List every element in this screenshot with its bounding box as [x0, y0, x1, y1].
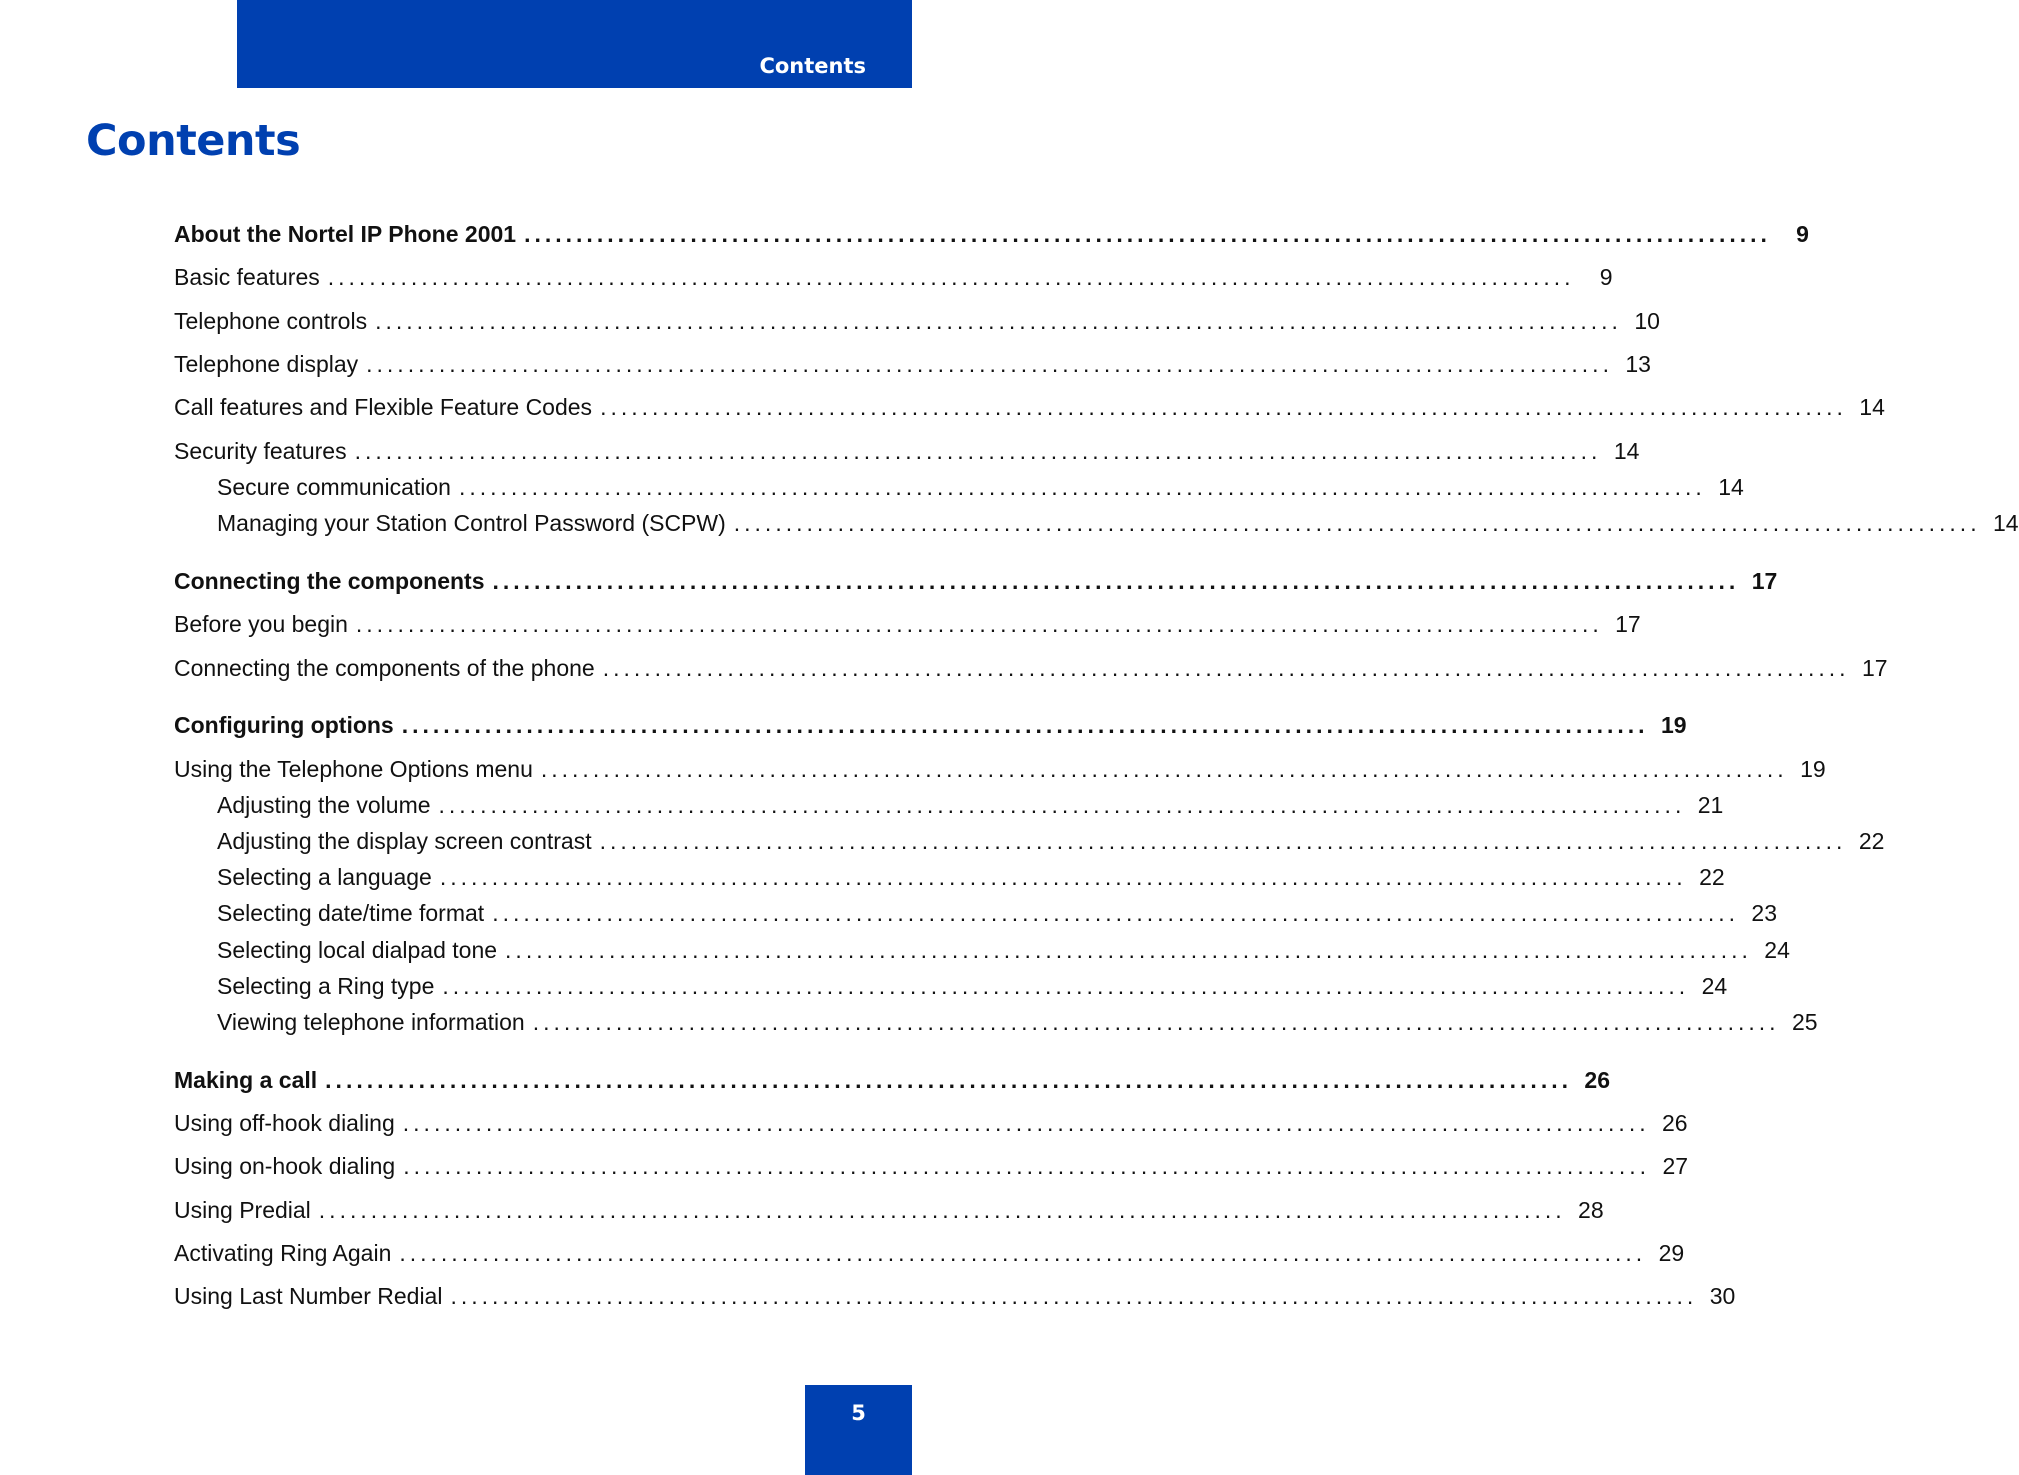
toc-entry[interactable]	[174, 1281, 1736, 1311]
page-number-box	[805, 1385, 912, 1475]
toc-entry[interactable]	[217, 935, 1790, 965]
toc-dot-leader: ........................................................................................................................	[402, 1110, 1650, 1136]
toc-entry-title: Adjusting the display screen contrast	[217, 828, 592, 854]
toc-entry-title: Selecting a language	[217, 864, 432, 890]
toc-entry[interactable]	[217, 508, 2019, 538]
toc-entry-page: 23	[1751, 900, 1778, 926]
toc-dot-leader: ........................................................................................................................	[532, 1009, 1780, 1035]
toc-dot-leader: ........................................................................................................................	[399, 1240, 1647, 1266]
toc-entry-page: 17	[1751, 568, 1778, 594]
toc-dot-leader: ........................................................................................................................	[524, 221, 1771, 247]
toc-dot-leader: ........................................................................................................................	[450, 1283, 1698, 1309]
toc-entry-page: 27	[1662, 1153, 1689, 1179]
toc-entry-page: 22	[1699, 864, 1725, 890]
toc-entry-title: Selecting a Ring type	[217, 973, 435, 999]
toc-entry-page: 29	[1658, 1240, 1685, 1266]
toc-entry[interactable]	[174, 609, 1641, 639]
toc-dot-leader: ........................................................................................................................	[438, 792, 1686, 818]
toc-entry-page: 14	[1859, 394, 1885, 420]
toc-entry-page: 9	[1599, 264, 1613, 290]
toc-entry-page: 17	[1615, 611, 1641, 637]
toc-dot-leader: ........................................................................................................................	[375, 308, 1622, 334]
toc-entry[interactable]	[174, 1238, 1685, 1268]
toc-entry[interactable]	[174, 710, 1687, 740]
page-number: 5	[851, 1401, 866, 1425]
toc-entry[interactable]	[174, 566, 1778, 596]
toc-dot-leader: ........................................................................................................................	[442, 973, 1690, 999]
toc-dot-leader: ........................................................................................................................	[602, 655, 1850, 681]
toc-entry-page: 19	[1800, 756, 1826, 782]
toc-dot-leader: ........................................................................................................................	[492, 568, 1740, 594]
toc-dot-leader: ........................................................................................................................	[439, 864, 1687, 890]
toc-entry-title: Viewing telephone information	[217, 1009, 525, 1035]
toc-entry-page: 14	[1613, 438, 1640, 464]
toc-entry-title: Adjusting the volume	[217, 792, 431, 818]
toc-entry-page: 10	[1634, 308, 1660, 334]
toc-entry-page: 19	[1660, 712, 1687, 738]
toc-entry-title: Making a call	[174, 1067, 318, 1093]
toc-entry-title: Managing your Station Control Password (SCPW)	[217, 510, 726, 536]
toc-entry-title: Telephone display	[174, 351, 359, 377]
toc-dot-leader: ........................................................................................................................	[327, 264, 1575, 290]
toc-entry[interactable]	[174, 754, 1826, 784]
toc-entry[interactable]	[217, 898, 1778, 928]
toc-entry[interactable]	[217, 790, 1724, 820]
toc-entry-title: Before you begin	[174, 611, 348, 637]
header-bar	[237, 0, 912, 88]
toc-entry[interactable]	[174, 349, 1651, 379]
toc-entry[interactable]	[174, 306, 1660, 336]
toc-entry-page: 17	[1861, 655, 1888, 681]
toc-entry-title: Using the Telephone Options menu	[174, 756, 533, 782]
page-title: Contents	[86, 116, 301, 166]
toc-entry-title: Connecting the components	[174, 568, 485, 594]
toc-dot-leader: ........................................................................................................................	[600, 394, 1847, 420]
toc-dot-leader: ........................................................................................................................	[318, 1197, 1566, 1223]
toc-entry-title: Telephone controls	[174, 308, 368, 334]
toc-entry-page: 25	[1791, 1009, 1818, 1035]
toc-entry[interactable]	[217, 1007, 1818, 1037]
toc-entry-title: Using Predial	[174, 1197, 311, 1223]
toc-dot-leader: ........................................................................................................................	[540, 756, 1788, 782]
toc-entry[interactable]	[174, 436, 1640, 466]
toc-entry[interactable]	[174, 1108, 1688, 1138]
toc-dot-leader: ........................................................................................................................	[366, 351, 1613, 377]
toc-entry-title: Call features and Flexible Feature Codes	[174, 394, 593, 420]
toc-dot-leader: ........................................................................................................................	[355, 611, 1603, 637]
toc-entry-title: About the Nortel IP Phone 2001	[174, 221, 517, 247]
toc-entry-page: 24	[1701, 973, 1728, 999]
toc-entry-page: 13	[1625, 351, 1651, 377]
toc-entry-title: Configuring options	[174, 712, 394, 738]
toc-entry-page: 26	[1584, 1067, 1610, 1093]
toc-entry-title: Using Last Number Redial	[174, 1283, 443, 1309]
toc-entry[interactable]	[174, 653, 1888, 683]
toc-entry-title: Security features	[174, 438, 347, 464]
toc-dot-leader: ........................................................................................................................	[325, 1067, 1572, 1093]
toc-entry-page: 9	[1796, 221, 1809, 247]
toc-dot-leader: ........................................................................................................................	[403, 1153, 1651, 1179]
toc-entry-page: 28	[1578, 1197, 1604, 1223]
toc-dot-leader: ........................................................................................................................	[505, 937, 1752, 963]
toc-entry-page: 30	[1709, 1283, 1736, 1309]
toc-entry[interactable]	[174, 262, 1613, 292]
toc-entry-title: Selecting local dialpad tone	[217, 937, 498, 963]
toc-entry[interactable]	[217, 862, 1725, 892]
toc-entry-page: 14	[1718, 474, 1744, 500]
toc-entry-title: Activating Ring Again	[174, 1240, 392, 1266]
toc-entry[interactable]	[217, 826, 1885, 856]
toc-entry-title: Secure communication	[217, 474, 451, 500]
toc-entry-title: Using off-hook dialing	[174, 1110, 395, 1136]
toc-entry[interactable]	[217, 971, 1728, 1001]
toc-dot-leader: ........................................................................................................................	[401, 712, 1649, 738]
toc-dot-leader: ........................................................................................................................	[733, 510, 1981, 536]
toc-entry-page: 21	[1697, 792, 1724, 818]
toc-dot-leader: ........................................................................................................................	[354, 438, 1602, 464]
toc-entry[interactable]	[217, 472, 1744, 502]
toc-entry-page: 26	[1662, 1110, 1688, 1136]
toc-dot-leader: ........................................................................................................................	[458, 474, 1706, 500]
toc-entry[interactable]	[174, 1151, 1689, 1181]
toc-entry[interactable]	[174, 1195, 1604, 1225]
toc-entry-title: Basic features	[174, 264, 320, 290]
toc-entry-page: 22	[1858, 828, 1885, 854]
toc-dot-leader: ........................................................................................................................	[599, 828, 1847, 854]
toc-dot-leader: ........................................................................................................................	[492, 900, 1740, 926]
header-section-label: Contents	[759, 54, 866, 78]
toc-entry-title: Connecting the components of the phone	[174, 655, 595, 681]
toc-entry-page: 14	[1993, 510, 2019, 536]
toc-entry[interactable]	[174, 1065, 1610, 1095]
toc-entry-title: Using on-hook dialing	[174, 1153, 396, 1179]
toc-entry[interactable]	[174, 392, 1885, 422]
toc-entry-page: 24	[1764, 937, 1790, 963]
toc-entry[interactable]	[174, 219, 1809, 249]
toc-entry-title: Selecting date/time format	[217, 900, 485, 926]
